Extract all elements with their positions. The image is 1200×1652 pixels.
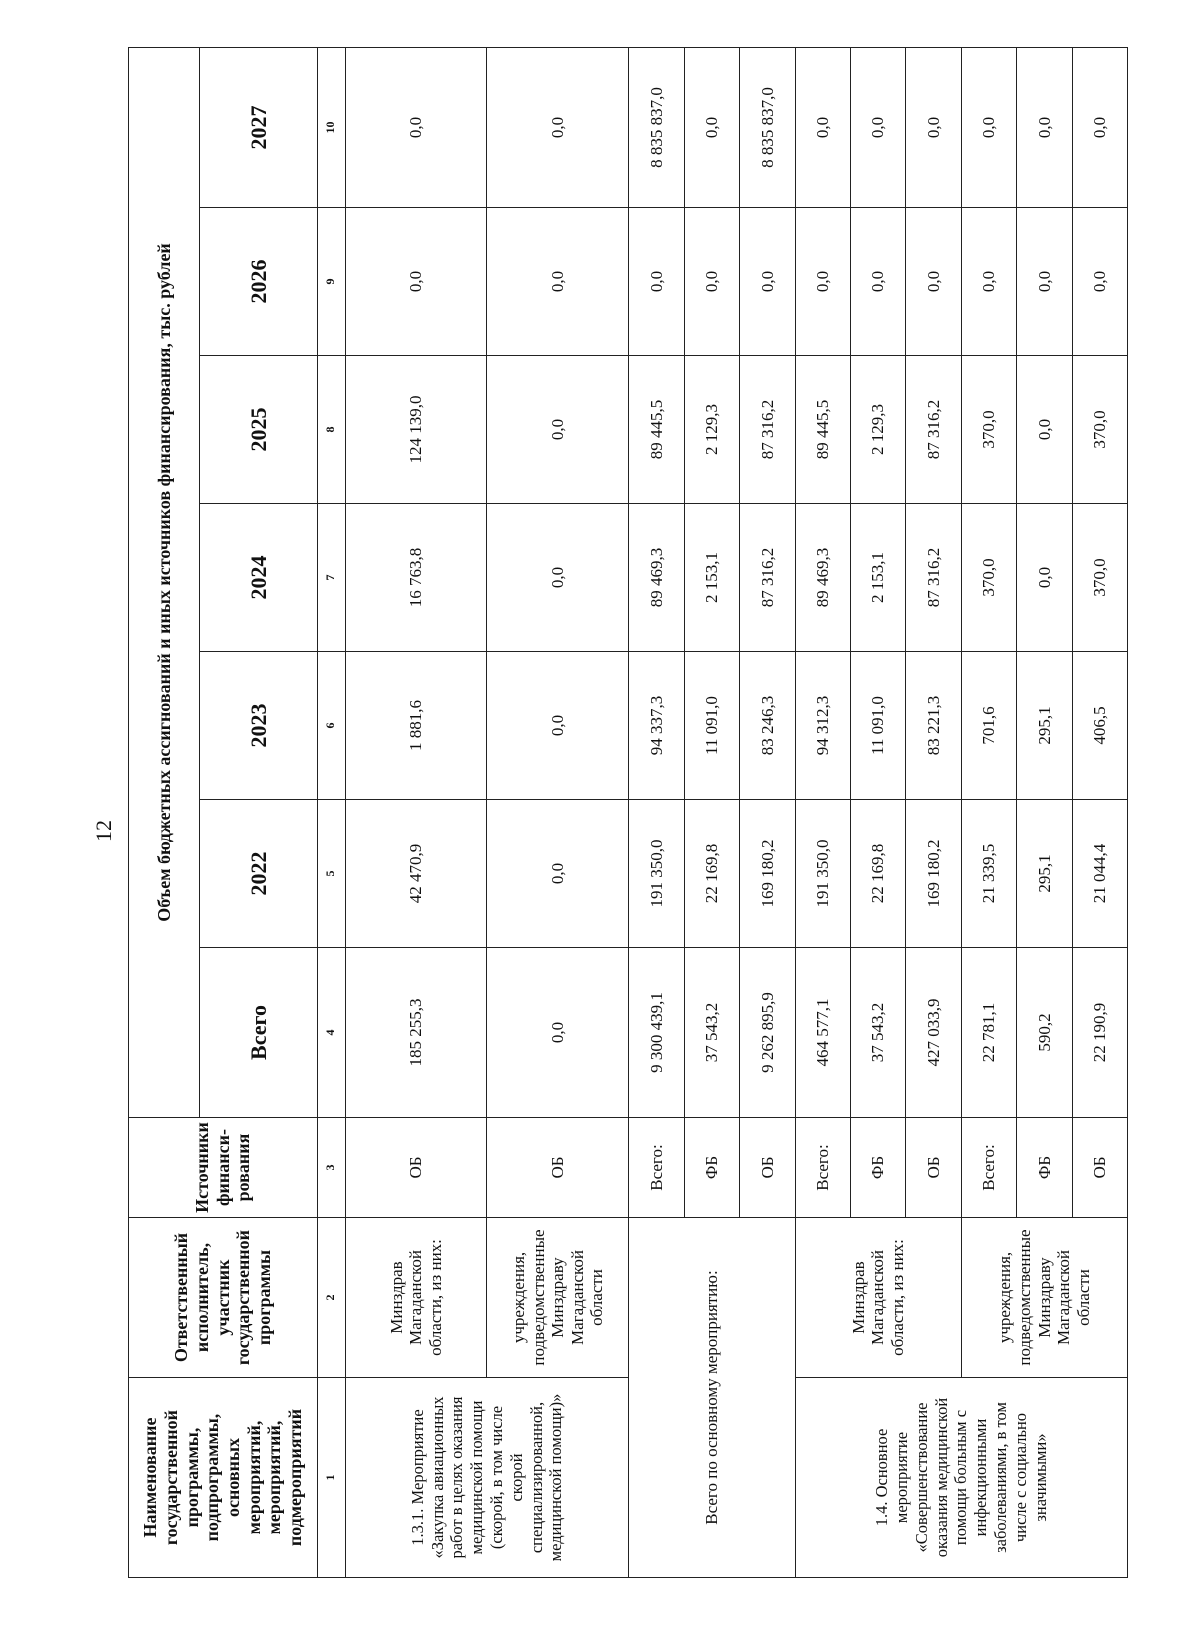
value-cell: 83 221,3 <box>906 652 961 800</box>
column-number: 9 <box>317 208 345 356</box>
source-cell: ОБ <box>345 1118 487 1218</box>
table-row <box>961 47 1016 1577</box>
value-cell: 0,0 <box>487 356 629 504</box>
column-number: 7 <box>317 504 345 652</box>
value-cell: 0,0 <box>345 47 487 207</box>
value-cell: 0,0 <box>961 208 1016 356</box>
value-cell: 0,0 <box>1072 208 1127 356</box>
source-cell: Всего: <box>795 1118 850 1218</box>
value-cell: 0,0 <box>487 800 629 948</box>
value-cell: 0,0 <box>906 208 961 356</box>
value-cell: 427 033,9 <box>906 948 961 1118</box>
page-number: 12 <box>91 820 116 842</box>
column-number: 2 <box>317 1218 345 1378</box>
value-cell: 0,0 <box>684 47 739 207</box>
source-cell: Всего: <box>961 1118 1016 1218</box>
header-year: 2025 <box>199 356 317 504</box>
value-cell: 0,0 <box>906 47 961 207</box>
source-cell: ФБ <box>684 1118 739 1218</box>
value-cell: 0,0 <box>795 208 850 356</box>
header-year: 2027 <box>199 47 317 207</box>
value-cell: 0,0 <box>487 504 629 652</box>
source-cell: ФБ <box>1017 1118 1072 1218</box>
value-cell: 22 190,9 <box>1072 948 1127 1118</box>
value-cell: 0,0 <box>740 208 795 356</box>
value-cell: 87 316,2 <box>740 356 795 504</box>
value-cell: 464 577,1 <box>795 948 850 1118</box>
source-cell: ОБ <box>906 1118 961 1218</box>
activity-name: 1.4. Основное мероприятие «Совершенствование оказания медицинской помощи больным с инфекционными заболеваниями, в том числе с социально значимыми» <box>795 1378 1128 1578</box>
value-cell: 185 255,3 <box>345 948 487 1118</box>
value-cell: 124 139,0 <box>345 356 487 504</box>
value-cell: 22 169,8 <box>850 800 905 948</box>
table-row <box>629 47 684 1577</box>
value-cell: 87 316,2 <box>740 504 795 652</box>
value-cell: 0,0 <box>795 47 850 207</box>
rotated-page <box>128 48 1128 1578</box>
value-cell: 370,0 <box>1072 504 1127 652</box>
column-number: 8 <box>317 356 345 504</box>
value-cell: 169 180,2 <box>906 800 961 948</box>
executor-cell: Минздрав Магаданской области, из них: <box>345 1218 487 1378</box>
value-cell: 11 091,0 <box>850 652 905 800</box>
executor-cell: учреждения, подведомственные Минздраву Магаданской области <box>961 1218 1127 1378</box>
header-year: 2022 <box>199 800 317 948</box>
executor-cell: учреждения, подведомственные Минздраву Магаданской области <box>487 1218 629 1378</box>
header-source: Источники финанси-рования <box>129 1118 318 1218</box>
value-cell: 21 044,4 <box>1072 800 1127 948</box>
value-cell: 370,0 <box>961 504 1016 652</box>
column-number: 6 <box>317 652 345 800</box>
table-row <box>487 47 629 1577</box>
value-cell: 42 470,9 <box>345 800 487 948</box>
source-cell: ОБ <box>487 1118 629 1218</box>
value-cell: 0,0 <box>1017 47 1072 207</box>
value-cell: 16 763,8 <box>345 504 487 652</box>
header-year: 2023 <box>199 652 317 800</box>
value-cell: 0,0 <box>1017 208 1072 356</box>
value-cell: 0,0 <box>629 208 684 356</box>
source-cell: ОБ <box>1072 1118 1127 1218</box>
table-wrapper <box>128 48 1128 1578</box>
value-cell: 22 781,1 <box>961 948 1016 1118</box>
value-cell: 8 835 837,0 <box>629 47 684 207</box>
value-cell: 169 180,2 <box>740 800 795 948</box>
value-cell: 370,0 <box>961 356 1016 504</box>
table-row <box>345 47 487 1577</box>
value-cell: 0,0 <box>487 208 629 356</box>
value-cell: 2 153,1 <box>684 504 739 652</box>
value-cell: 2 153,1 <box>850 504 905 652</box>
value-cell: 37 543,2 <box>684 948 739 1118</box>
value-cell: 0,0 <box>961 47 1016 207</box>
value-cell: 2 129,3 <box>684 356 739 504</box>
value-cell: 0,0 <box>850 208 905 356</box>
value-cell: 191 350,0 <box>795 800 850 948</box>
value-cell: 87 316,2 <box>906 504 961 652</box>
value-cell: 87 316,2 <box>906 356 961 504</box>
total-main-label: Всего по основному мероприятию: <box>629 1218 795 1578</box>
value-cell: 94 312,3 <box>795 652 850 800</box>
source-cell: ОБ <box>740 1118 795 1218</box>
header-year: 2024 <box>199 504 317 652</box>
header-total: Всего <box>199 948 317 1118</box>
column-number: 5 <box>317 800 345 948</box>
value-cell: 21 339,5 <box>961 800 1016 948</box>
table-row <box>795 47 850 1577</box>
value-cell: 1 881,6 <box>345 652 487 800</box>
source-cell: ФБ <box>850 1118 905 1218</box>
financing-table <box>128 47 1128 1578</box>
column-number: 1 <box>317 1378 345 1578</box>
value-cell: 0,0 <box>1017 504 1072 652</box>
value-cell: 89 445,5 <box>629 356 684 504</box>
value-cell: 8 835 837,0 <box>740 47 795 207</box>
value-cell: 89 445,5 <box>795 356 850 504</box>
value-cell: 9 262 895,9 <box>740 948 795 1118</box>
value-cell: 590,2 <box>1017 948 1072 1118</box>
value-cell: 0,0 <box>850 47 905 207</box>
value-cell: 89 469,3 <box>795 504 850 652</box>
column-number: 3 <box>317 1118 345 1218</box>
value-cell: 0,0 <box>684 208 739 356</box>
value-cell: 22 169,8 <box>684 800 739 948</box>
column-number: 4 <box>317 948 345 1118</box>
value-cell: 94 337,3 <box>629 652 684 800</box>
executor-cell: Минздрав Магаданской области, из них: <box>795 1218 961 1378</box>
value-cell: 0,0 <box>487 652 629 800</box>
header-year: 2026 <box>199 208 317 356</box>
header-row-1 <box>129 47 200 1577</box>
value-cell: 89 469,3 <box>629 504 684 652</box>
value-cell: 2 129,3 <box>850 356 905 504</box>
header-name: Наименование государственной программы, подпрограммы, основных мероприятий, мероприятий, подмероприятий <box>129 1378 318 1578</box>
value-cell: 0,0 <box>487 47 629 207</box>
header-group: Объем бюджетных ассигнований и иных источников финансирования, тыс. рублей <box>129 47 200 1117</box>
header-executor: Ответственный исполнитель, участник государственной программы <box>129 1218 318 1378</box>
value-cell: 0,0 <box>1017 356 1072 504</box>
value-cell: 11 091,0 <box>684 652 739 800</box>
value-cell: 0,0 <box>487 948 629 1118</box>
value-cell: 37 543,2 <box>850 948 905 1118</box>
value-cell: 295,1 <box>1017 800 1072 948</box>
column-number-row <box>317 47 345 1577</box>
value-cell: 0,0 <box>345 208 487 356</box>
value-cell: 191 350,0 <box>629 800 684 948</box>
value-cell: 0,0 <box>1072 47 1127 207</box>
value-cell: 406,5 <box>1072 652 1127 800</box>
value-cell: 295,1 <box>1017 652 1072 800</box>
activity-name: 1.3.1. Мероприятие «Закупка авиационных работ в целях оказания медицинской помощи (скорой, в том числе скорой специализированной, медицинской помощи)» <box>345 1378 629 1578</box>
value-cell: 370,0 <box>1072 356 1127 504</box>
value-cell: 9 300 439,1 <box>629 948 684 1118</box>
value-cell: 701,6 <box>961 652 1016 800</box>
column-number: 10 <box>317 47 345 207</box>
source-cell: Всего: <box>629 1118 684 1218</box>
value-cell: 83 246,3 <box>740 652 795 800</box>
